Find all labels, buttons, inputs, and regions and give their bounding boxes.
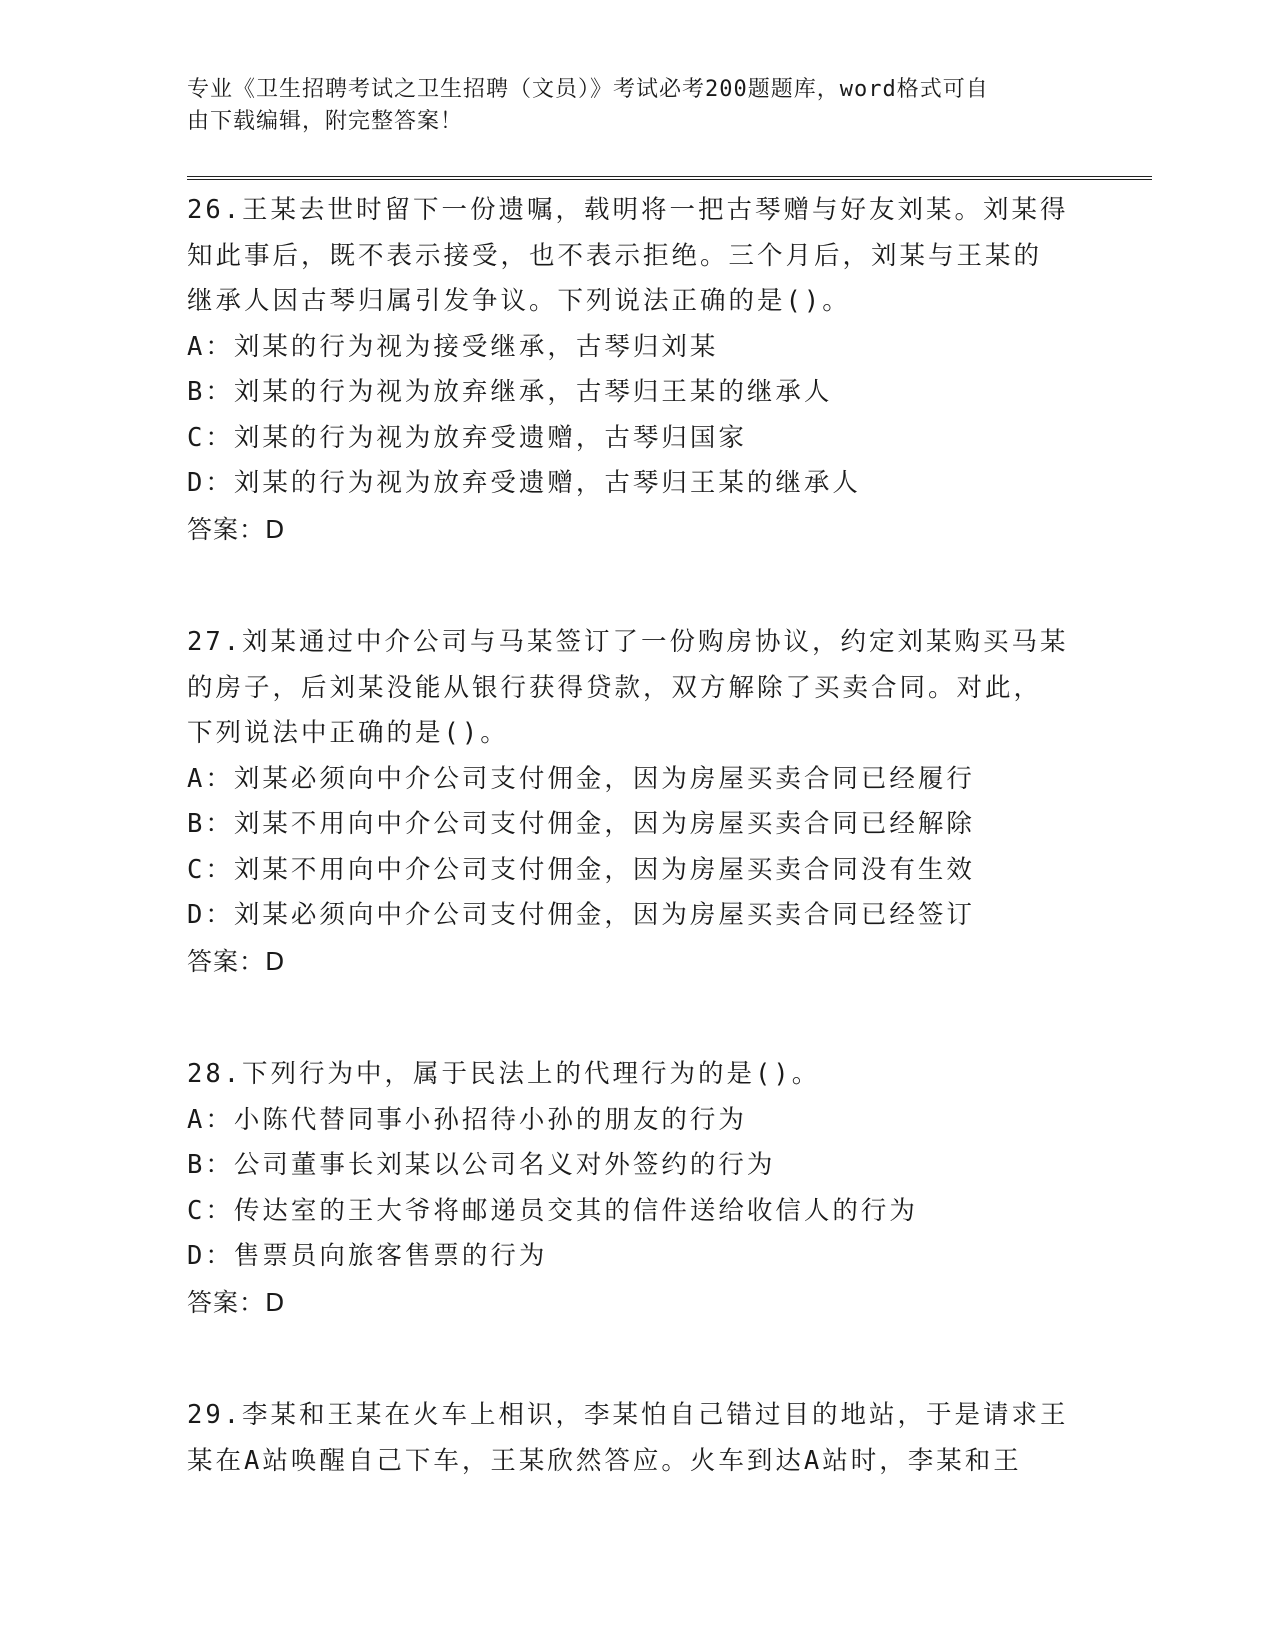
question-29 [187,1393,1087,1484]
option-d: D：刘某的行为视为放弃受遗赠，古琴归王某的继承人 [187,468,861,498]
option-a: A：小陈代替同事小孙招待小孙的朋友的行为 [187,1104,747,1135]
option-b: B：公司董事长刘某以公司名义对外签约的行为 [187,1150,776,1180]
answer-line: 答案：D [187,1287,286,1317]
option-a: A：刘某的行为视为接受继承，古琴归刘某 [187,331,719,362]
option-b: B：刘某的行为视为放弃继承，古琴归王某的继承人 [187,377,833,407]
answer-line: 答案：D [187,514,286,544]
question-28 [187,1052,1087,1325]
question-text-line: 知此事后，既不表示接受，也不表示拒绝。三个月后，刘某与王某的 [187,240,1043,271]
question-text-line: 的房子，后刘某没能从银行获得贷款，双方解除了买卖合同。对此， [187,672,1043,703]
question-spacer [187,984,1087,1052]
question-list [187,188,1087,1484]
option-d: D：刘某必须向中介公司支付佣金，因为房屋买卖合同已经签订 [187,900,975,930]
question-text-line: 下列说法中正确的是()。 [187,718,509,748]
question-text-line: 28.下列行为中，属于民法上的代理行为的是()。 [187,1059,821,1089]
divider-line-bottom [187,179,1152,180]
question-27 [187,620,1087,984]
question-text-line: 继承人因古琴归属引发争议。下列说法正确的是()。 [187,286,851,316]
document-header [187,74,1067,138]
header-divider [187,176,1152,181]
question-spacer [187,552,1087,620]
header-title-line-1: 专业《卫生招聘考试之卫生招聘（文员）》考试必考200题题库，word格式可自 [187,77,989,102]
question-text-line: 26.王某去世时留下一份遗嘱，载明将一把古琴赠与好友刘某。刘某得 [187,195,1069,225]
question-26 [187,188,1087,552]
question-text-line: 27.刘某通过中介公司与马某签订了一份购房协议，约定刘某购买马某 [187,627,1069,657]
option-b: B：刘某不用向中介公司支付佣金，因为房屋买卖合同已经解除 [187,809,975,839]
question-text-line: 29.李某和王某在火车上相识，李某怕自己错过目的地站，于是请求王 [187,1400,1069,1430]
divider-line-top [187,176,1152,177]
answer-line: 答案：D [187,946,286,976]
header-title-line-2: 由下载编辑，附完整答案！ [187,109,464,134]
question-text-line: 某在A站唤醒自己下车，王某欣然答应。火车到达A站时，李某和王 [187,1445,1022,1476]
option-a: A：刘某必须向中介公司支付佣金，因为房屋买卖合同已经履行 [187,763,975,794]
option-d: D：售票员向旅客售票的行为 [187,1241,548,1271]
question-spacer [187,1325,1087,1393]
option-c: C：传达室的王大爷将邮递员交其的信件送给收信人的行为 [187,1195,918,1226]
option-c: C：刘某不用向中介公司支付佣金，因为房屋买卖合同没有生效 [187,854,975,885]
option-c: C：刘某的行为视为放弃受遗赠，古琴归国家 [187,422,747,453]
